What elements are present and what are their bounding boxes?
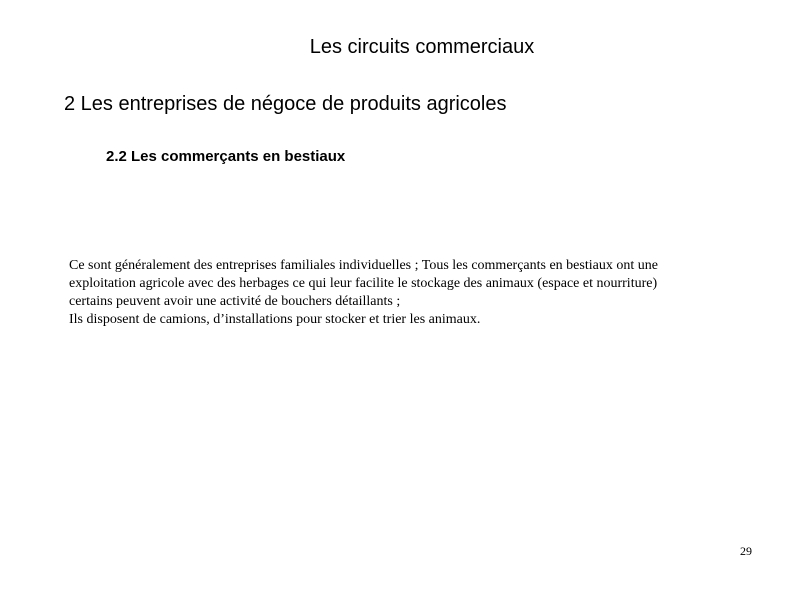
page-number: 29 [740,544,752,558]
body-line-4: Ils disposent de camions, d’installations pour stocker et trier les animaux. [69,312,481,327]
subsection-heading: 2.2 Les commerçants en bestiaux [106,148,346,165]
body-line-2: exploitation agricole avec des herbages ce qui leur facilite le stockage des animaux (espace et nourriture) [69,276,658,291]
body-paragraph [69,257,759,329]
section-heading: 2 Les entreprises de négoce de produits agricoles [64,93,507,115]
body-line-3: certains peuvent avoir une activité de bouchers détaillants ; [69,294,401,309]
body-line-1: Ce sont généralement des entreprises familiales individuelles ; Tous les commerçants en bestiaux ont une [69,258,658,273]
slide-title: Les circuits commerciaux [309,36,535,58]
